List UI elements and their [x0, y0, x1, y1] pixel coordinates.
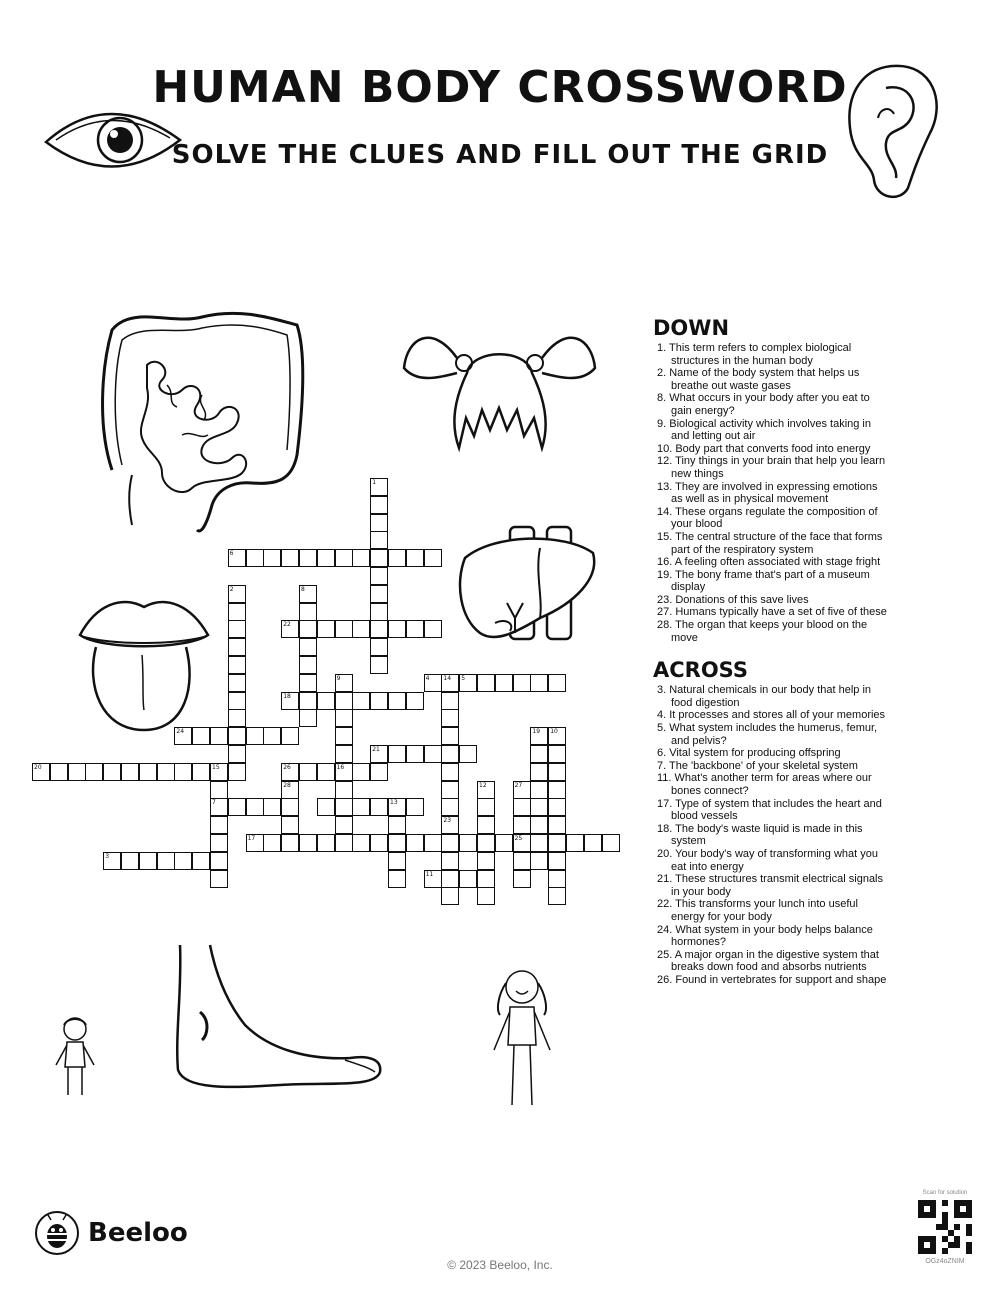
clue-number: 13 [390, 799, 398, 807]
grid-cell[interactable] [299, 549, 317, 567]
grid-cell[interactable] [530, 781, 548, 799]
copyright-text: © 2023 Beeloo, Inc. [447, 1258, 553, 1272]
grid-cell[interactable] [174, 763, 192, 781]
grid-cell[interactable] [210, 798, 228, 816]
grid-cell[interactable] [513, 870, 531, 888]
grid-cell[interactable] [157, 852, 175, 870]
grid-cell[interactable] [495, 834, 513, 852]
clue-number: 25 [514, 835, 523, 842]
grid-cell[interactable] [317, 798, 335, 816]
grid-cell[interactable] [370, 549, 388, 567]
page-subtitle: SOLVE THE CLUES AND FILL OUT THE GRID [171, 140, 829, 170]
grid-cell[interactable] [299, 692, 317, 710]
grid-cell[interactable] [477, 852, 495, 870]
clue-number: 15 [212, 763, 220, 771]
across-clue: 25. A major organ in the digestive system that breaks down food and absorbs nutrients [657, 948, 879, 974]
clue-number: 9 [336, 674, 341, 682]
grid-cell[interactable] [388, 549, 406, 567]
grid-cell[interactable] [299, 603, 317, 621]
grid-cell[interactable] [299, 638, 317, 656]
grid-cell[interactable] [406, 834, 424, 852]
page-title: HUMAN BODY CROSSWORD [152, 62, 848, 113]
grid-cell[interactable] [246, 727, 264, 745]
brand-name: Beeloo [88, 1218, 188, 1248]
grid-cell[interactable] [370, 567, 388, 585]
grid-cell[interactable] [513, 816, 531, 834]
grid-cell[interactable] [335, 745, 353, 763]
clue-number: 7 [212, 799, 216, 807]
grid-cell[interactable] [139, 852, 157, 870]
grid-cell[interactable] [228, 763, 246, 781]
grid-cell[interactable] [441, 781, 459, 799]
across-clue: 11. What's another term for areas where our bones connect? [657, 772, 872, 797]
across-clue: 20. Your body's way of transforming what you eat into energy [657, 847, 879, 873]
qr-code-icon[interactable] [918, 1200, 972, 1259]
qr-caption: Scan for solution [922, 1190, 968, 1196]
grid-cell[interactable] [121, 763, 139, 781]
across-clue: 6. Vital system for producing offspring [657, 747, 841, 760]
grid-cell[interactable] [335, 709, 353, 727]
grid-cell[interactable] [246, 798, 264, 816]
grid-cell[interactable] [210, 852, 228, 870]
grid-cell[interactable] [210, 870, 228, 888]
grid-cell[interactable] [441, 763, 459, 781]
grid-cell[interactable] [335, 834, 353, 852]
grid-cell[interactable] [424, 834, 442, 852]
grid-cell[interactable] [530, 816, 548, 834]
grid-cell[interactable] [459, 834, 477, 852]
grid-cell[interactable] [121, 852, 139, 870]
grid-cell[interactable] [424, 549, 442, 567]
grid-cell[interactable] [459, 674, 477, 692]
grid-cell[interactable] [370, 531, 388, 549]
grid-cell[interactable] [513, 781, 531, 799]
grid-cell[interactable] [584, 834, 602, 852]
grid-cell[interactable] [406, 798, 424, 816]
grid-cell[interactable] [335, 549, 353, 567]
clue-number: 12 [479, 781, 487, 789]
grid-cell[interactable] [228, 549, 246, 567]
grid-cell[interactable] [530, 798, 548, 816]
grid-cell[interactable] [228, 745, 246, 763]
grid-cell[interactable] [388, 834, 406, 852]
across-clue: 17. Type of system that includes the heart and blood vessels [657, 797, 882, 823]
grid-cell[interactable] [263, 727, 281, 745]
grid-cell[interactable] [139, 763, 157, 781]
grid-cell[interactable] [370, 638, 388, 656]
grid-cell[interactable] [370, 745, 388, 763]
across-clue: 4. It processes and stores all of your memories [657, 709, 886, 722]
grid-cell[interactable] [548, 745, 566, 763]
grid-cell[interactable] [388, 870, 406, 888]
grid-cell[interactable] [299, 674, 317, 692]
across-heading: ACROSS [653, 658, 748, 683]
across-clue-list [653, 684, 888, 986]
grid-cell[interactable] [370, 496, 388, 514]
grid-cell[interactable] [335, 798, 353, 816]
grid-cell[interactable] [530, 834, 548, 852]
grid-cell[interactable] [530, 763, 548, 781]
grid-cell[interactable] [281, 763, 299, 781]
down-clue-list [653, 342, 888, 644]
down-clue: 12. Tiny things in your brain that help you learn new things [657, 455, 886, 480]
grid-cell[interactable] [370, 798, 388, 816]
grid-cell[interactable] [299, 709, 317, 727]
clue-number: 5 [461, 674, 466, 682]
bee-logo-icon [34, 1210, 80, 1256]
grid-cell[interactable] [441, 692, 459, 710]
clue-number: 17 [247, 835, 256, 842]
grid-cell[interactable] [477, 887, 495, 905]
down-clue: 15. The central structure of the face that forms part of the respiratory system [657, 530, 883, 556]
grid-cell[interactable] [210, 763, 228, 781]
grid-cell[interactable] [548, 852, 566, 870]
grid-cell[interactable] [157, 763, 175, 781]
grid-cell[interactable] [299, 656, 317, 674]
grid-cell[interactable] [370, 478, 388, 496]
down-clue: 16. A feeling often associated with stage fright [657, 556, 881, 569]
clue-number: 23 [443, 817, 452, 825]
clue-number: 18 [283, 692, 291, 700]
clue-number: 28 [283, 781, 291, 789]
grid-cell[interactable] [352, 763, 370, 781]
grid-cell[interactable] [477, 834, 495, 852]
down-clue: 8. What occurs in your body after you eat to gain energy? [657, 392, 870, 417]
grid-cell[interactable] [370, 692, 388, 710]
grid-cell[interactable] [477, 674, 495, 692]
grid-cell[interactable] [50, 763, 68, 781]
clue-number: 14 [443, 674, 452, 682]
down-heading: DOWN [653, 316, 730, 340]
grid-cell[interactable] [103, 763, 121, 781]
grid-cell[interactable] [441, 887, 459, 905]
grid-cell[interactable] [210, 816, 228, 834]
grid-cell[interactable] [335, 781, 353, 799]
grid-cell[interactable] [530, 745, 548, 763]
grid-cell[interactable] [566, 834, 584, 852]
down-clue: 10. Body part that converts food into energy [657, 442, 871, 455]
grid-cell[interactable] [263, 834, 281, 852]
grid-cell[interactable] [513, 798, 531, 816]
clue-number: 16 [336, 763, 345, 771]
grid-cell[interactable] [299, 763, 317, 781]
grid-cell[interactable] [370, 514, 388, 532]
down-clue: 28. The organ that keeps your blood on the move [657, 619, 868, 644]
grid-cell[interactable] [68, 763, 86, 781]
grid-cell[interactable] [370, 763, 388, 781]
grid-cell[interactable] [388, 745, 406, 763]
grid-cell[interactable] [548, 816, 566, 834]
grid-cell[interactable] [335, 816, 353, 834]
grid-cell[interactable] [388, 816, 406, 834]
grid-cell[interactable] [281, 620, 299, 638]
grid-cell[interactable] [548, 798, 566, 816]
grid-cell[interactable] [210, 834, 228, 852]
grid-cell[interactable] [335, 763, 353, 781]
clue-number: 19 [532, 728, 541, 736]
grid-cell[interactable] [602, 834, 620, 852]
grid-cell[interactable] [406, 620, 424, 638]
clue-number: 22 [283, 621, 291, 629]
grid-cell[interactable] [246, 549, 264, 567]
across-clue: 3. Natural chemicals in our body that help in food digestion [657, 684, 872, 709]
grid-cell[interactable] [210, 727, 228, 745]
grid-cell[interactable] [424, 745, 442, 763]
grid-cell[interactable] [370, 620, 388, 638]
grid-cell[interactable] [281, 692, 299, 710]
grid-cell[interactable] [406, 692, 424, 710]
grid-cell[interactable] [174, 727, 192, 745]
grid-cell[interactable] [281, 834, 299, 852]
grid-cell[interactable] [228, 656, 246, 674]
grid-cell[interactable] [228, 798, 246, 816]
grid-cell[interactable] [441, 870, 459, 888]
clue-number: 21 [372, 746, 380, 753]
grid-cell[interactable] [228, 638, 246, 656]
across-clue: 24. What system in your body helps balance hormones? [657, 923, 873, 949]
clue-number: 6 [229, 550, 234, 558]
grid-cell[interactable] [530, 727, 548, 745]
grid-cell[interactable] [192, 852, 210, 870]
grid-cell[interactable] [388, 620, 406, 638]
clue-number: 11 [425, 870, 434, 878]
grid-cell[interactable] [228, 727, 246, 745]
grid-cell[interactable] [495, 674, 513, 692]
grid-cell[interactable] [406, 549, 424, 567]
grid-cell[interactable] [548, 870, 566, 888]
grid-cell[interactable] [103, 852, 121, 870]
grid-cell[interactable] [477, 870, 495, 888]
grid-cell[interactable] [299, 620, 317, 638]
grid-cell[interactable] [513, 852, 531, 870]
grid-cell[interactable] [317, 620, 335, 638]
clue-number: 10 [550, 728, 558, 736]
grid-cell[interactable] [477, 798, 495, 816]
grid-cell[interactable] [281, 549, 299, 567]
grid-cell[interactable] [370, 834, 388, 852]
grid-cell[interactable] [513, 834, 531, 852]
grid-cell[interactable] [370, 585, 388, 603]
grid-cell[interactable] [441, 727, 459, 745]
grid-cell[interactable] [192, 727, 210, 745]
grid-cell[interactable] [548, 674, 566, 692]
clue-number: 24 [176, 728, 185, 736]
clue-number: 26 [283, 763, 291, 771]
grid-cell[interactable] [441, 674, 459, 692]
down-clue: 23. Donations of this save lives [657, 593, 809, 606]
grid-cell[interactable] [174, 852, 192, 870]
grid-cell[interactable] [281, 816, 299, 834]
grid-cell[interactable] [459, 745, 477, 763]
across-clue: 5. What system includes the humerus, femur, and pelvis? [657, 722, 878, 747]
grid-cell[interactable] [513, 674, 531, 692]
grid-cell[interactable] [441, 834, 459, 852]
grid-cell[interactable] [352, 692, 370, 710]
down-clue: 9. Biological activity which involves taking in and letting out air [657, 417, 871, 443]
grid-cell[interactable] [299, 585, 317, 603]
grid-cell[interactable] [228, 674, 246, 692]
grid-cell[interactable] [548, 781, 566, 799]
grid-cell[interactable] [210, 781, 228, 799]
grid-cell[interactable] [299, 834, 317, 852]
grid-cell[interactable] [548, 763, 566, 781]
brand-logo[interactable] [34, 1210, 188, 1256]
grid-cell[interactable] [263, 798, 281, 816]
grid-cell[interactable] [335, 727, 353, 745]
grid-cell[interactable] [424, 870, 442, 888]
grid-cell[interactable] [406, 745, 424, 763]
across-clue: 21. These structures transmit electrical signals in your body [657, 873, 883, 898]
grid-cell[interactable] [477, 781, 495, 799]
clues-panel [653, 316, 888, 987]
down-clue: 19. The bony frame that's part of a museum display [657, 568, 870, 594]
grid-cell[interactable] [281, 727, 299, 745]
grid-cell[interactable] [388, 798, 406, 816]
grid-cell[interactable] [352, 620, 370, 638]
grid-cell[interactable] [228, 585, 246, 603]
grid-cell[interactable] [548, 887, 566, 905]
grid-cell[interactable] [317, 763, 335, 781]
down-clue: 14. These organs regulate the composition of your blood [657, 505, 878, 531]
grid-cell[interactable] [441, 709, 459, 727]
grid-cell[interactable] [317, 692, 335, 710]
grid-cell[interactable] [85, 763, 103, 781]
across-clue: 7. The 'backbone' of your skeletal system [657, 759, 858, 772]
grid-cell[interactable] [228, 603, 246, 621]
grid-cell[interactable] [459, 870, 477, 888]
grid-cell[interactable] [335, 674, 353, 692]
grid-cell[interactable] [317, 549, 335, 567]
grid-cell[interactable] [228, 692, 246, 710]
grid-cell[interactable] [335, 620, 353, 638]
grid-cell[interactable] [530, 674, 548, 692]
clue-number: 3 [105, 852, 110, 860]
clue-number: 8 [301, 585, 305, 593]
clue-number: 4 [425, 674, 430, 682]
clue-number: 27 [514, 781, 523, 789]
grid-cell[interactable] [441, 745, 459, 763]
down-clue: 1. This term refers to complex biological structures in the human body [657, 342, 852, 367]
down-clue: 2. Name of the body system that helps us breathe out waste gases [657, 367, 860, 392]
grid-cell[interactable] [281, 781, 299, 799]
clue-number: 20 [34, 763, 42, 771]
qr-code-text: OGz4oZNIM [925, 1258, 965, 1265]
down-clue: 13. They are involved in expressing emotions as well as in physical movement [657, 480, 878, 506]
grid-cell[interactable] [548, 727, 566, 745]
grid-cell[interactable] [228, 709, 246, 727]
grid-cell[interactable] [388, 852, 406, 870]
grid-cell[interactable] [388, 692, 406, 710]
grid-cell[interactable] [352, 549, 370, 567]
grid-cell[interactable] [370, 656, 388, 674]
across-clue: 18. The body's waste liquid is made in this system [657, 822, 863, 848]
grid-cell[interactable] [477, 816, 495, 834]
grid-cell[interactable] [441, 816, 459, 834]
grid-cell[interactable] [192, 763, 210, 781]
grid-cell[interactable] [352, 834, 370, 852]
grid-cell[interactable] [317, 834, 335, 852]
grid-cell[interactable] [548, 834, 566, 852]
clue-number: 2 [229, 585, 234, 593]
grid-cell[interactable] [263, 549, 281, 567]
clue-number: 1 [372, 479, 377, 486]
grid-cell[interactable] [530, 852, 548, 870]
grid-cell[interactable] [424, 620, 442, 638]
grid-cell[interactable] [246, 834, 264, 852]
down-clue: 27. Humans typically have a set of five of these [657, 606, 887, 619]
grid-cell[interactable] [370, 603, 388, 621]
grid-cell[interactable] [32, 763, 50, 781]
grid-cell[interactable] [281, 798, 299, 816]
grid-cell[interactable] [228, 620, 246, 638]
grid-cell[interactable] [441, 798, 459, 816]
across-clue: 22. This transforms your lunch into useful energy for your body [657, 898, 858, 923]
grid-cell[interactable] [352, 798, 370, 816]
grid-cell[interactable] [335, 692, 353, 710]
grid-cell[interactable] [441, 852, 459, 870]
grid-cell[interactable] [424, 674, 442, 692]
across-clue: 26. Found in vertebrates for support and shape [657, 973, 887, 986]
